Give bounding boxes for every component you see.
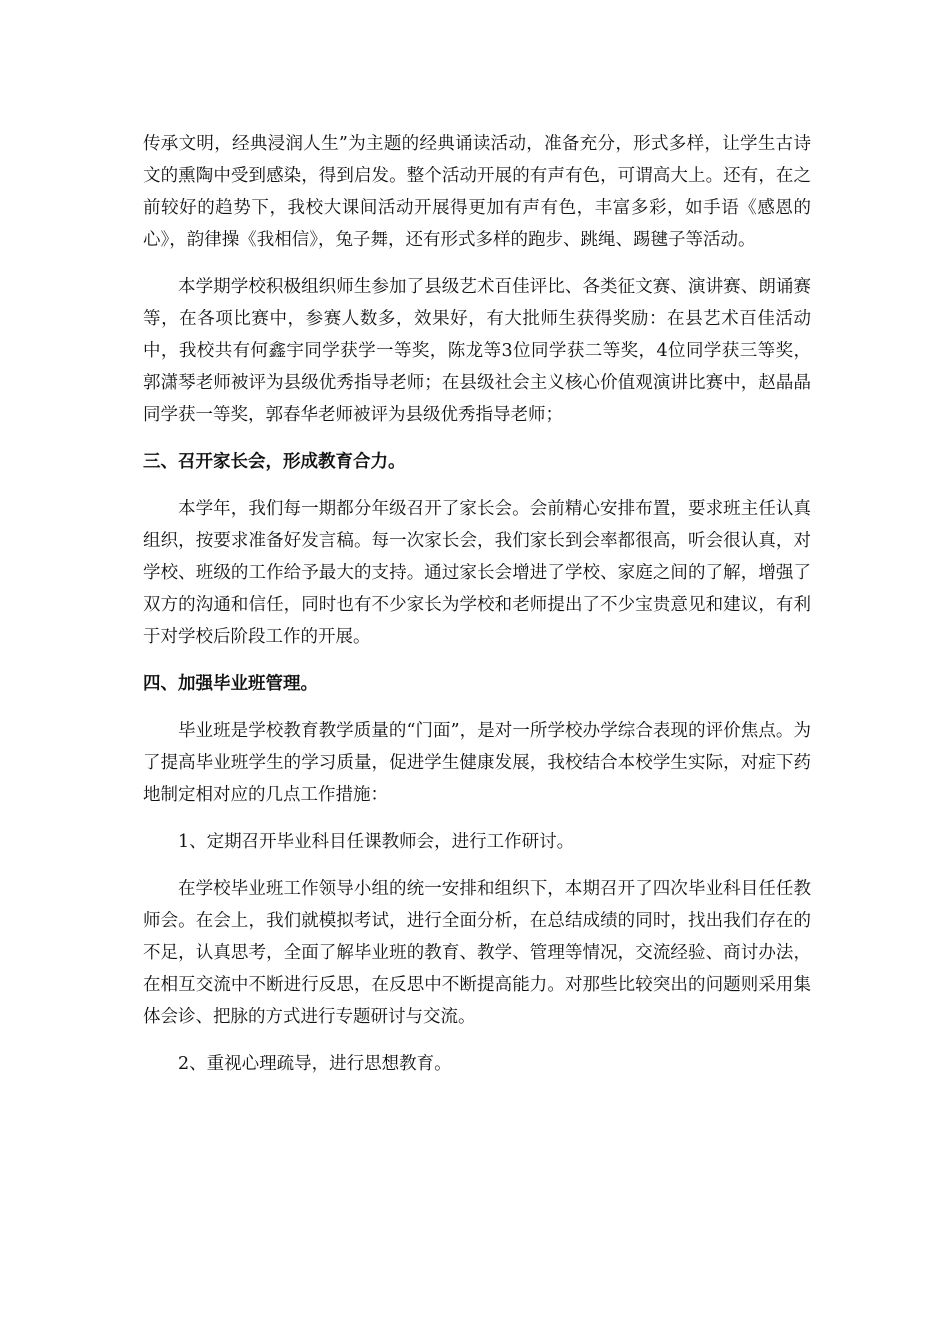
paragraph-parent-meeting: 本学年，我们每一期都分年级召开了家长会。会前精心安排布置，要求班主任认真组织，按要求准备好发言稿。每一次家长会，我们家长到会率都很高，听会很认真，对学校、班级的工作给予最大的支持。通过家长会增进了学校、家庭之间的了解，增强了双方的沟通和信任，同时也有不少家长为学校和老师提出了不少宝贵意见和建议，有利于对学校后阶段工作的开展。 (143, 499, 811, 647)
paragraph-teacher-meetings: 在学校毕业班工作领导小组的统一安排和组织下，本期召开了四次毕业科目任任教师会。在会上，我们就模拟考试，进行全面分析，在总结成绩的同时，找出我们存在的不足，认真思考，全面了解毕业班的教育、教学、管理等情况，交流经验、商讨办法，在相互交流中不断进行反思，在反思中不断提高能力。对那些比较突出的问题则采用集体会诊、把脉的方式进行专题研讨与交流。 (143, 879, 811, 1027)
paragraph-classic-reading: 传承文明，经典浸润人生”为主题的经典诵读活动，准备充分，形式多样，让学生古诗文的熏陶中受到感染，得到启发。整个活动开展的有声有色，可谓高大上。还有，在之前较好的趋势下，我校大课间活动开展得更加有声有色，丰富多彩，如手语《感恩的心》，韵律操《我相信》，兔子舞，还有形式多样的跑步、跳绳、踢毽子等活动。 (143, 134, 811, 250)
heading-parent-meeting: 三、召开家长会，形成教育合力。 (143, 452, 406, 472)
paragraph-competitions: 本学期学校积极组织师生参加了县级艺术百佳评比、各类征文赛、演讲赛、朗诵赛等，在各项比赛中，参赛人数多，效果好，有大批师生获得奖励：在县艺术百佳活动中，我校共有何鑫宇同学获学一等奖，陈龙等3位同学获二等奖，4位同学获三等奖，郭潇琴老师被评为县级优秀指导老师；在县级社会主义核心价值观演讲比赛中，赵晶晶同学获一等奖，郭春华老师被评为县级优秀指导老师； (143, 277, 811, 425)
paragraph-graduation-intro: 毕业班是学校教育教学质量的“门面”，是对一所学校办学综合表现的评价焦点。为了提高毕业班学生的学习质量，促进学生健康发展，我校结合本校学生实际，对症下药地制定相对应的几点工作措施： (143, 721, 811, 805)
list-item-psychological-guidance: 2、重视心理疏导，进行思想教育。 (178, 1054, 452, 1074)
document-page (143, 128, 811, 1095)
heading-graduation-class: 四、加强毕业班管理。 (143, 674, 318, 694)
list-item-teacher-meetings: 1、定期召开毕业科目任课教师会，进行工作研讨。 (178, 832, 575, 852)
